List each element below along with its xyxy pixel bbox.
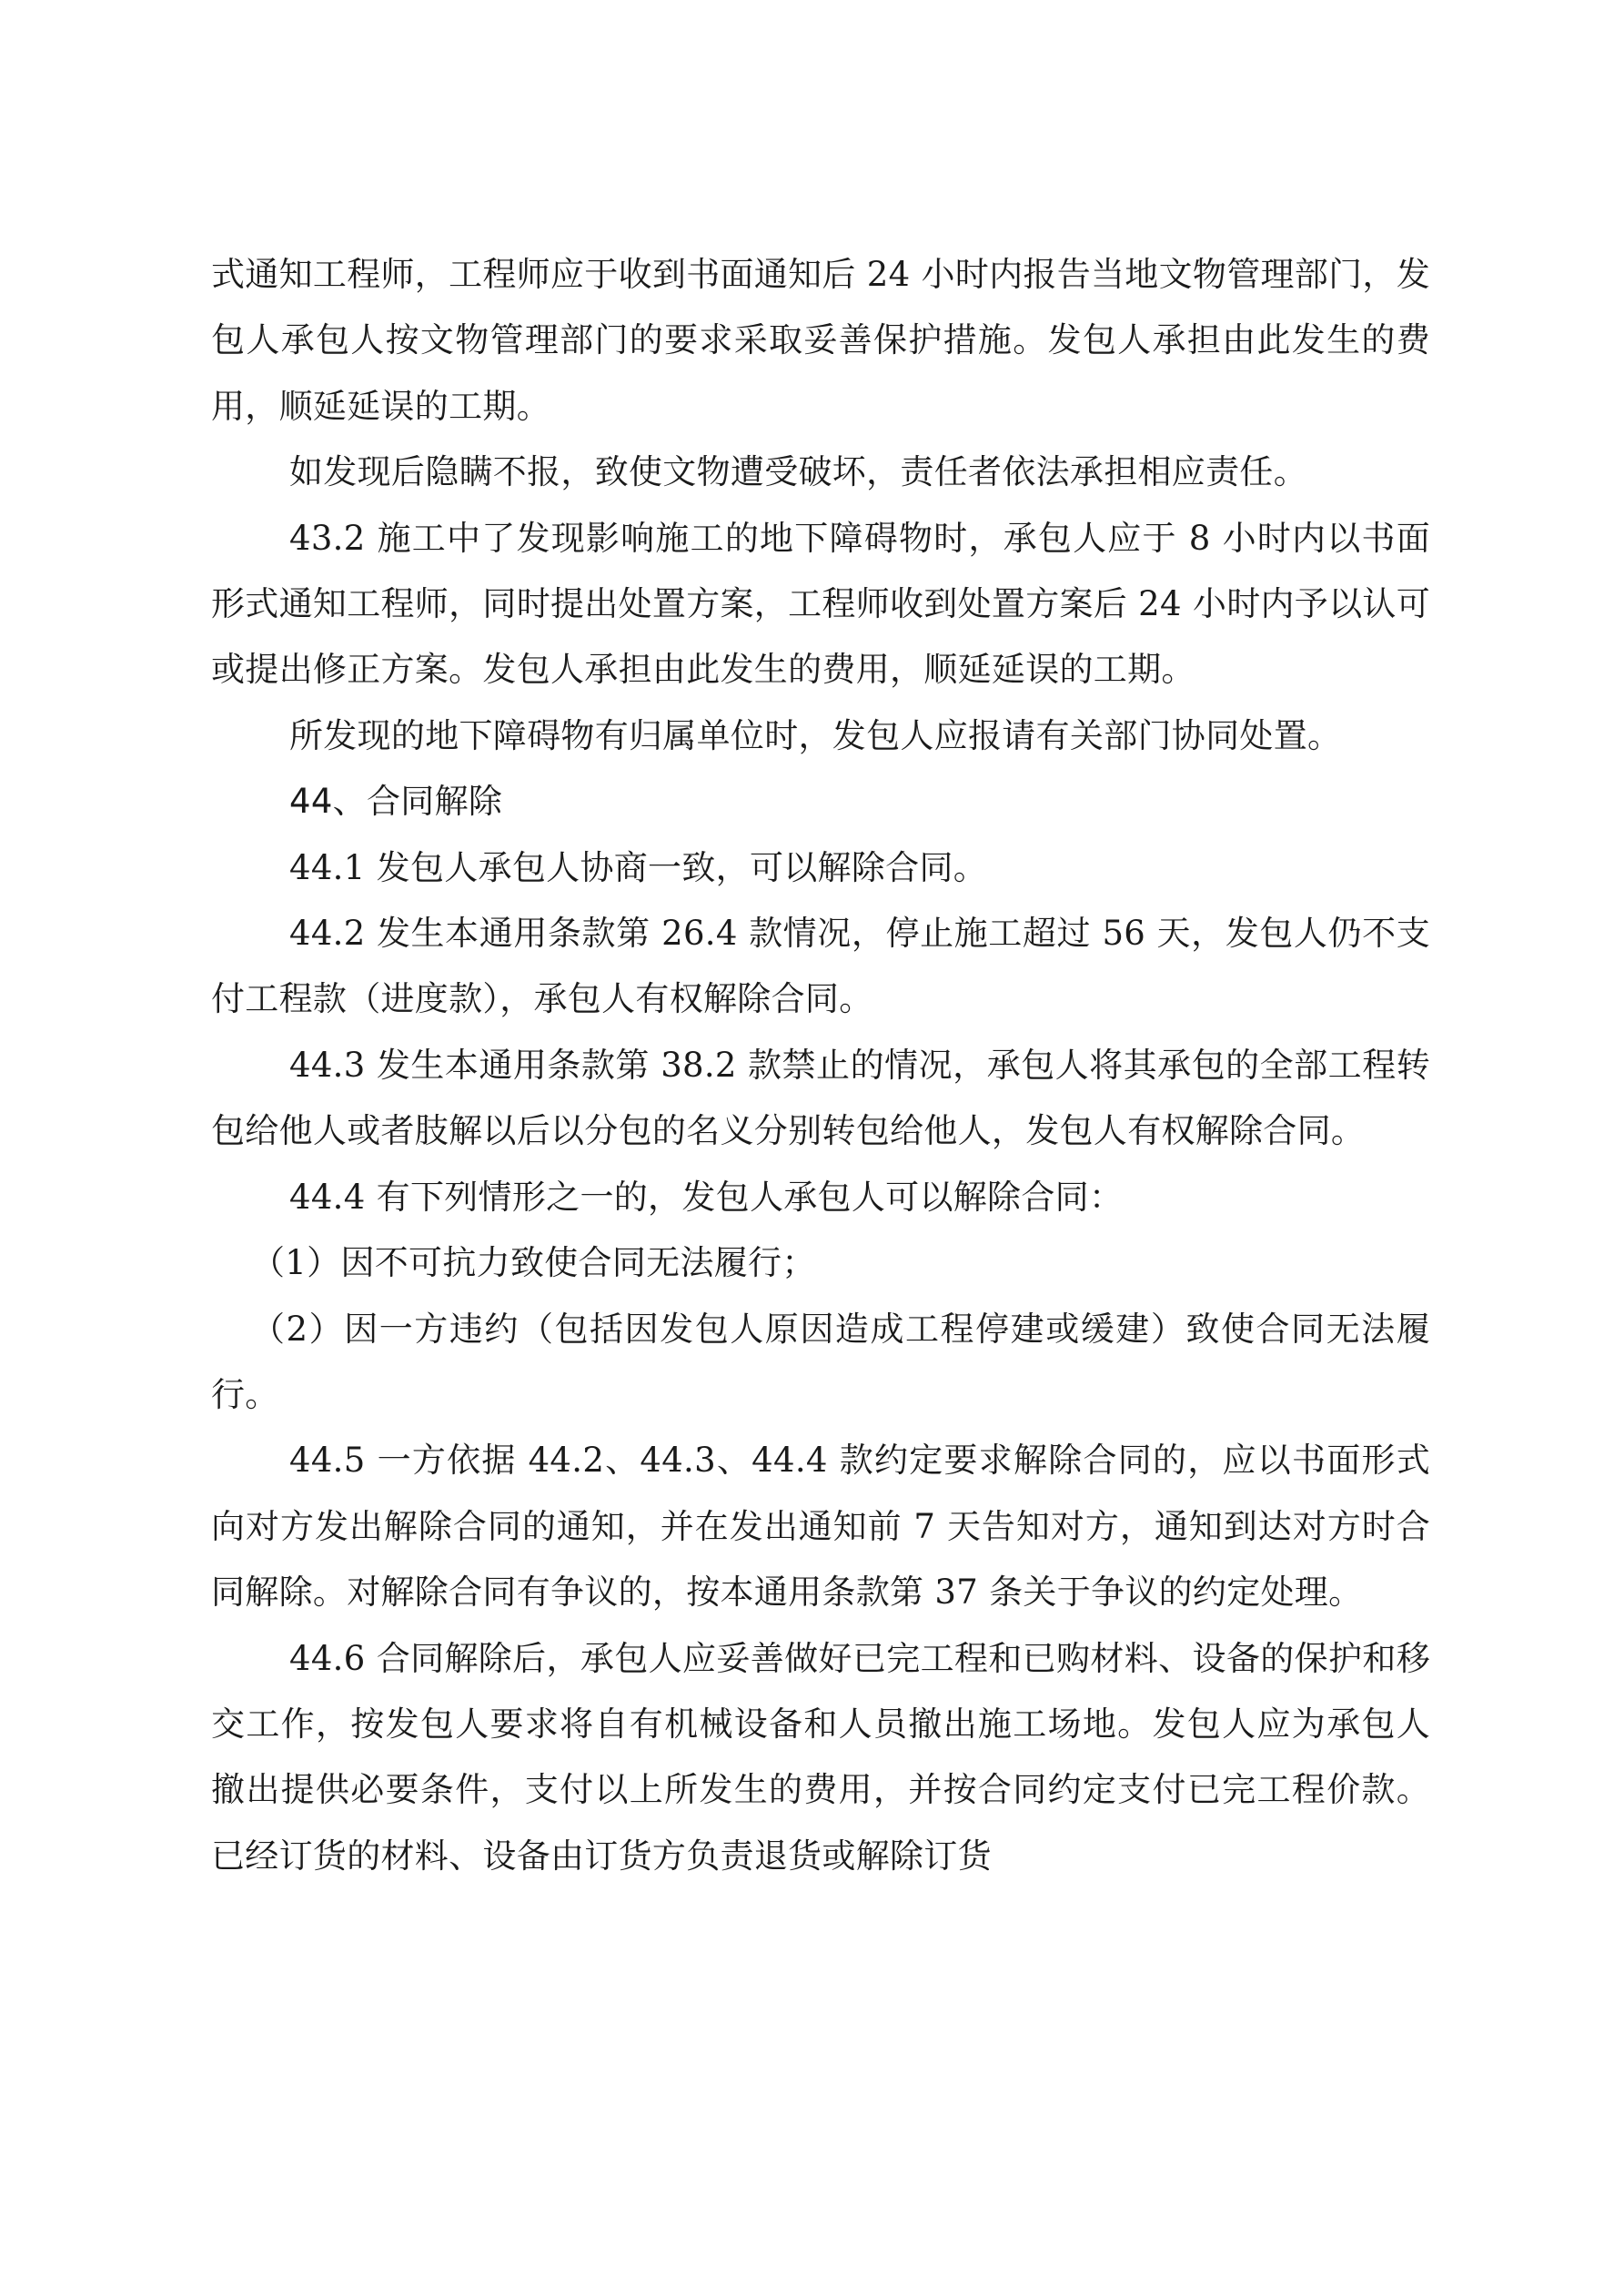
paragraph-44-6: 44.6 合同解除后，承包人应妥善做好已完工程和已购材料、设备的保护和移交工作，按发包人要求将自有机械设备和人员撤出施工场地。发包人应为承包人撤出提供必要条件，支付以上所发生的费用，并按合同约定支付已完工程价款。已经订货的材料、设备由订货方负责退货或解除订货 <box>211 1638 1430 1876</box>
document-body <box>211 242 1430 1889</box>
paragraph-44-4: 44.4 有下列情形之一的，发包人承包人可以解除合同： <box>289 1177 1124 1217</box>
paragraph-43-2: 43.2 施工中了发现影响施工的地下障碍物时，承包人应于 8 小时内以书面形式通知工程师，同时提出处置方案，工程师收到处置方案后 24 小时内予以认可或提出修正方案。发包人承担由此发生的费用，顺延延误的工期。 <box>211 518 1431 690</box>
paragraph-obstacle-ownership: 所发现的地下障碍物有归属单位时，发包人应报请有关部门协同处置。 <box>289 715 1342 755</box>
paragraph-44-1: 44.1 发包人承包人协商一致，可以解除合同。 <box>289 847 988 887</box>
paragraph-concealment-liability: 如发现后隐瞒不报，致使文物遭受破坏，责任者依法承担相应责任。 <box>289 452 1307 492</box>
list-item-1: （1）因不可抗力致使合同无法履行； <box>251 1243 816 1283</box>
list-item-2: （2）因一方违约（包括因发包人原因造成工程停建或缓建）致使合同无法履行。 <box>211 1309 1430 1414</box>
paragraph-44-2: 44.2 发生本通用条款第 26.4 款情况，停止施工超过 56 天，发包人仍不支付工程款（进度款），承包人有权解除合同。 <box>211 914 1430 1019</box>
paragraph-cultural-relics-notice: 式通知工程师，工程师应于收到书面通知后 24 小时内报告当地文物管理部门，发包人承包人按文物管理部门的要求采取妥善保护措施。发包人承担由此发生的费用，顺延延误的工期。 <box>211 255 1431 426</box>
paragraph-44-3: 44.3 发生本通用条款第 38.2 款禁止的情况，承包人将其承包的全部工程转包给他人或者肢解以后以分包的名义分别转包给他人，发包人有权解除合同。 <box>211 1045 1430 1151</box>
paragraph-44-5: 44.5 一方依据 44.2、44.3、44.4 款约定要求解除合同的，应以书面形式向对方发出解除合同的通知，并在发出通知前 7 天告知对方，通知到达对方时合同解除。对解除合同有争议的，按本通用条款第 37 条关于争议的约定处理。 <box>211 1441 1430 1613</box>
section-heading-44: 44、合同解除 <box>289 782 503 822</box>
